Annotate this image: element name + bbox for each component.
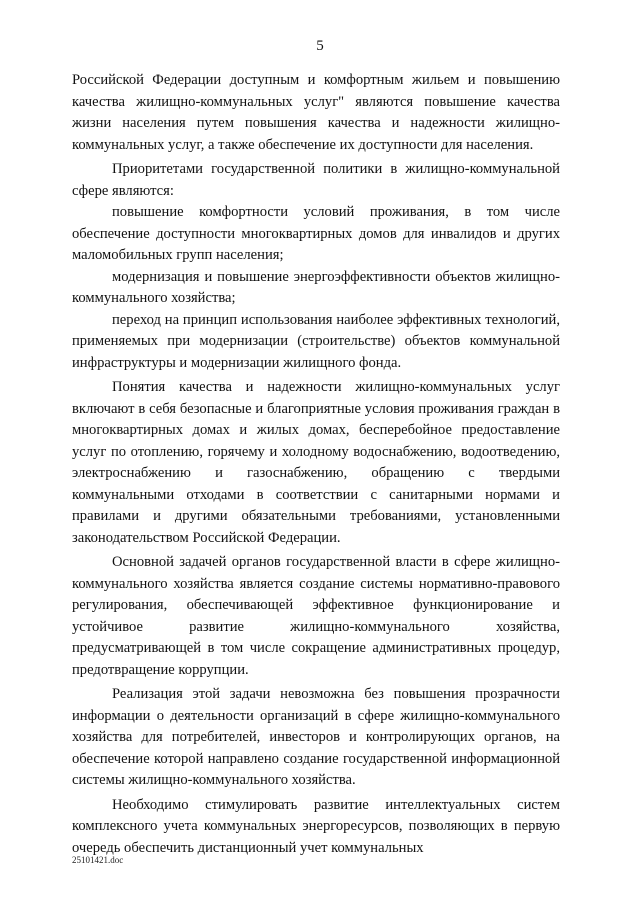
document-body [72,70,560,859]
paragraph: Необходимо стимулировать развитие интеллектуальных систем комплексного учета коммунальных энергоресурсов, позволяющих в первую очередь обеспечить дистанционный учет коммунальных [72,796,560,856]
paragraph: Понятия качества и надежности жилищно-коммунальных услуг включают в себя безопасные и благоприятные условия проживания граждан в многоквартирных домах и жилых домах, бесперебойное предоставление услуг по отоплению, горячему и холодному водоснабжению, водоотведению, электроснабжению и газоснабжению, обращению с твердыми коммунальными отходами в соответствии с санитарными нормами и правилами и другими обязательными требованиями, установленными законодательством Российской Федерации. [72,379,560,546]
list-item: переход на принцип использования наиболее эффективных технологий, применяемых при модернизации (строительстве) объектов коммунальной инфраструктуры и модернизации жилищного фонда. [72,311,560,371]
paragraph: Реализация этой задачи невозможна без повышения прозрачности информации о деятельности организаций в сфере жилищно-коммунального хозяйства для потребителей, инвесторов и контролирующих органов, на обеспечение которой направлено создание государственной информационной системы жилищно-коммунального хозяйства. [72,686,560,788]
page-number: 5 [316,38,324,54]
paragraph: Приоритетами государственной политики в жилищно-коммунальной сфере являются: [72,161,560,199]
list-item: модернизация и повышение энергоэффективности объектов жилищно-коммунального хозяйства; [72,268,560,306]
document-file-code: 25101421.doc [72,855,124,865]
paragraph: Основной задачей органов государственной власти в сфере жилищно-коммунального хозяйства является создание системы нормативно-правового регулирования, обеспечивающей эффективное функционирование и устойчивое развитие жилищно-коммунального хозяйства, предусматривающей в том числе сокращение административных процедур, предотвращение коррупции. [72,554,560,678]
paragraph: Российской Федерации доступным и комфортным жильем и повышению качества жилищно-коммунальных услуг" являются повышение качества жизни населения путем повышения качества и надежности жилищно-коммунальных услуг, а также обеспечение их доступности для населения. [72,72,560,153]
list-item: повышение комфортности условий проживания, в том числе обеспечение доступности многоквартирных домов для инвалидов и других маломобильных групп населения; [72,204,560,263]
